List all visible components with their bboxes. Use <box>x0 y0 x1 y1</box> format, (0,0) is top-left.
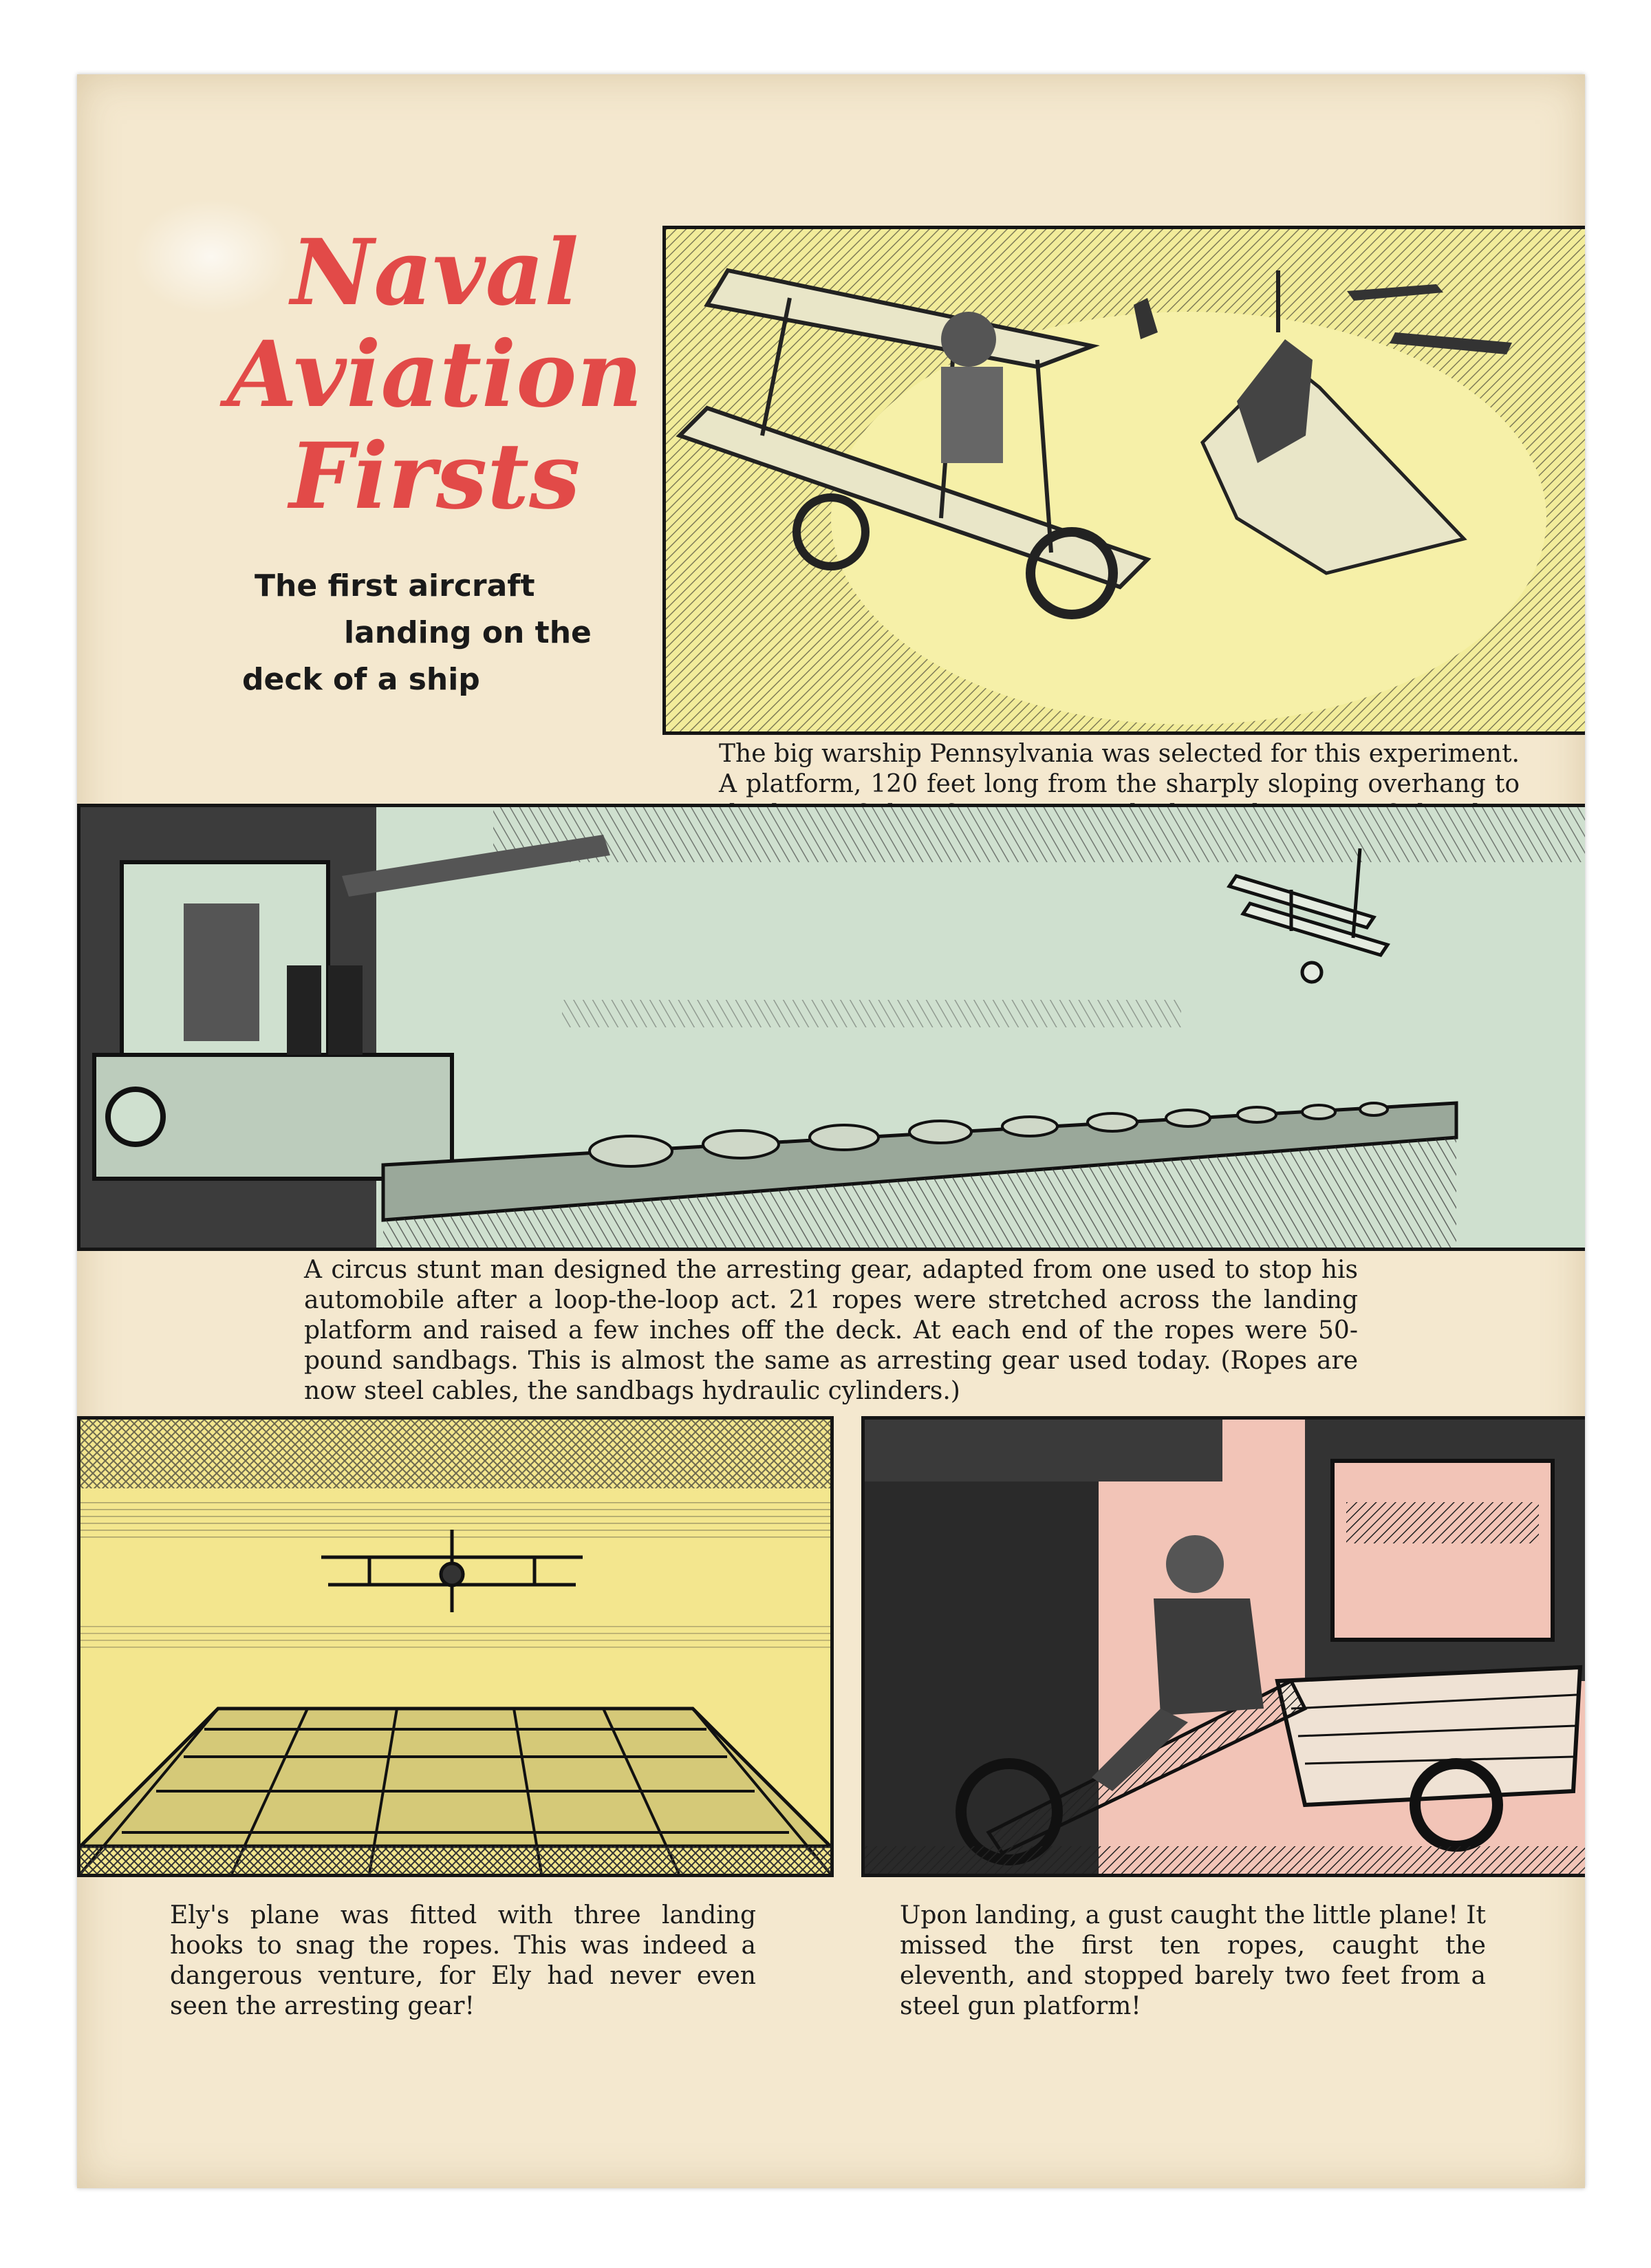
panel-arresting-gear <box>77 804 1585 1251</box>
comic-page <box>77 74 1585 2188</box>
panel-1-caption: The big warship Pennsylvania was selected for this experiment. A platform, 120 feet long from the sharply sloping overhang to <box>719 740 1520 798</box>
subtitle-line-3: deck of a ship <box>242 662 480 697</box>
subtitle-line-2: landing on the <box>344 615 592 650</box>
plane-over-deck-illustration <box>80 1420 830 1874</box>
panel-4-caption: Upon landing, a gust caught the little plane! It missed the first ten ropes, caught the eleventh, and stopped barely two feet from a steel gun platform! <box>900 1901 1486 2020</box>
panel-warship-approach <box>662 226 1585 735</box>
pilot-landing-illustration <box>865 1420 1585 1874</box>
panel-plane-approach <box>77 1416 834 1877</box>
panel-2-caption: A circus stunt man designed the arresting gear, adapted from one used to stop his automobile after a loop-the-loop act. 21 ropes were stretched across the landing platform and raised a few inches off the deck. At each end of the ropes were 50-pound sandbags. This is almost the same as arresting gear used today. (Ropes are now steel cables, the sandbags hydraulic cylinders.) <box>304 1256 1358 1405</box>
ship-deck-arresting-gear-illustration <box>80 807 1585 1248</box>
panel-plane-landing <box>861 1416 1585 1877</box>
biplane-over-warship-illustration <box>666 229 1585 731</box>
panel-3-caption: Ely's plane was fitted with three landing hooks to snag the ropes. This was indeed a dangerous venture, for Ely had never even seen the arresting gear! <box>170 1901 756 2020</box>
page-title: Naval Aviation Firsts <box>226 220 643 530</box>
page-subtitle <box>242 563 696 703</box>
subtitle-line-1: The first aircraft <box>255 568 535 603</box>
